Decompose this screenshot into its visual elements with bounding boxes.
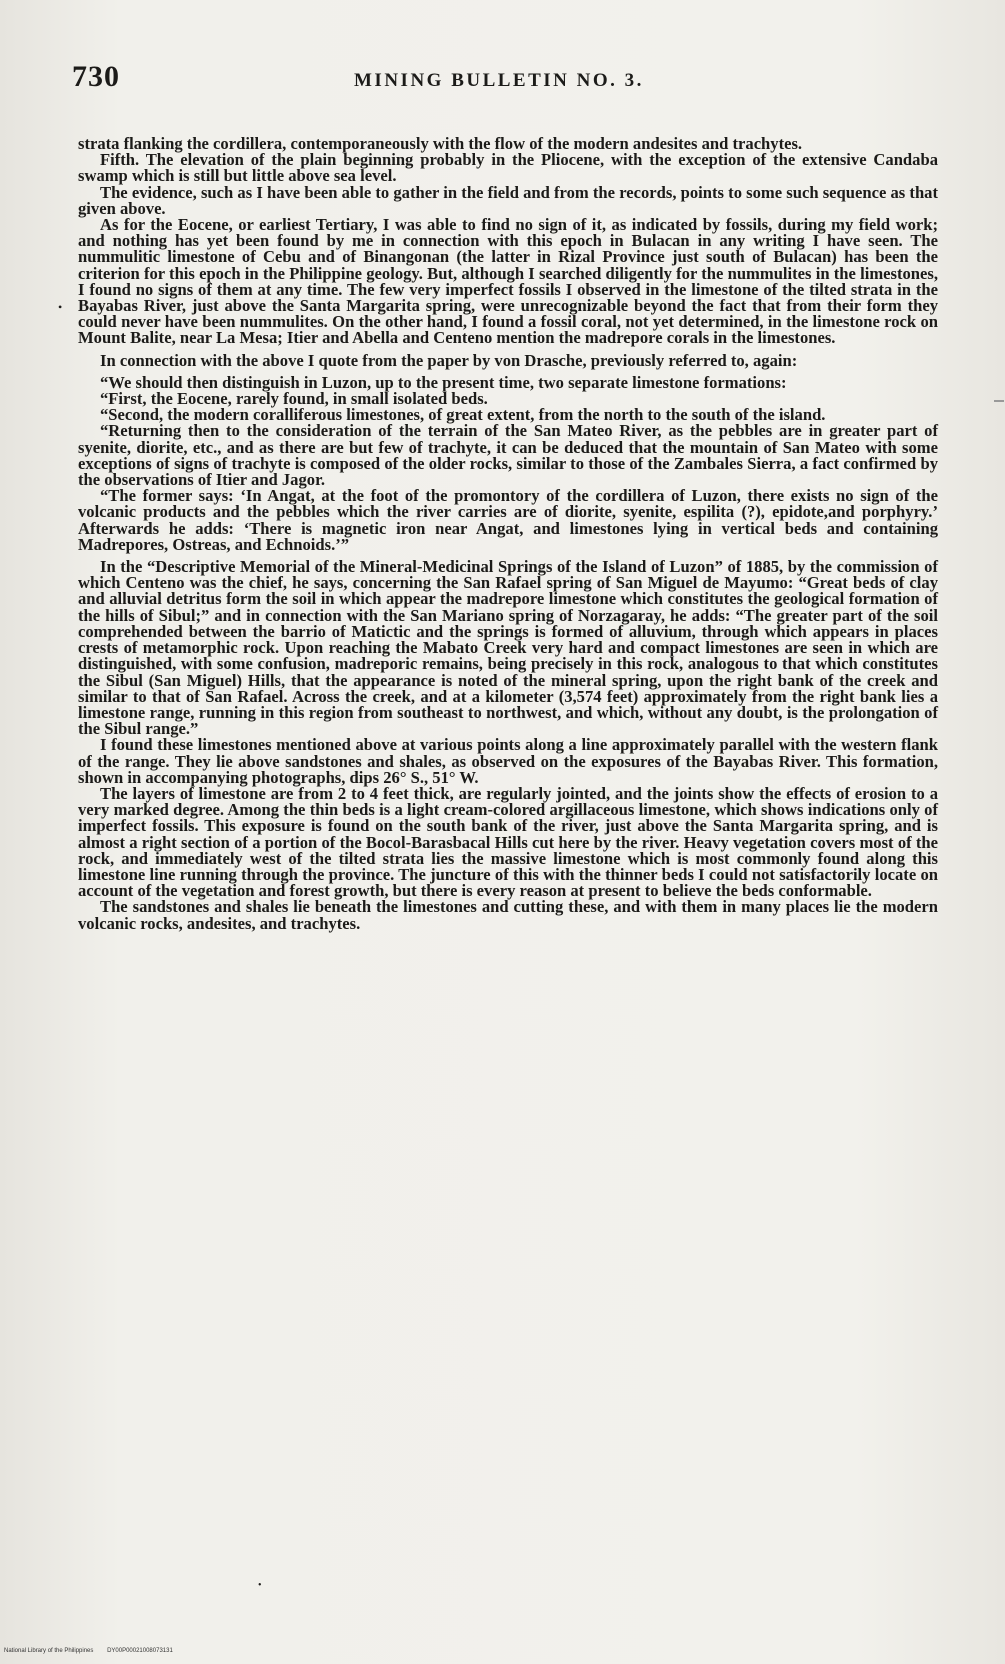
quote-paragraph-3: “Second, the modern coralliferous limestones, of great extent, from the north to the south of the island. (100, 405, 826, 425)
page-number: 730 (72, 60, 120, 93)
paragraph-4: As for the Eocene, or earliest Tertiary, I was able to find no sign of it, as indicated by fossils, during my field work; and nothing has yet been found by me in connection with this epoch in Bulacan in any writing I have seen. The nummulitic limestone of Cebu and of Binangonan (the latter in Rizal Province just south of Bulacan) has been the criterion for this epoch in the Philippine geology. But, although I searched diligently for the nummulites in the limestones, I found no signs of them at any time. The few very imperfect fossils I observed in the limestone of the tilted strata in the Bayabas River, just above the Santa Margarita spring, were unrecognizable beyond the fact that from their form they could never have been nummulites. On the other hand, I found a fossil coral, not yet determined, in the limestone rock on Mount Balite, near La Mesa; Itier and Abella and Centeno mention the madrepore corals in the limestones. (78, 215, 938, 348)
paragraph-3: The evidence, such as I have been able to gather in the field and from the records, points to some such sequence as that given above. (78, 182, 938, 218)
quote-paragraph-5: “The former says: ‘In Angat, at the foot of the promontory of the cordillera of Luzon, there exists no sign of the volcanic products and the pebbles which the river carries are of diorite, syenite, espilita (?), epidote,and porphyry.’ Afterwards he adds: ‘There is magnetic iron near Angat, and limestones lying in vertical beds and containing Madrepores, Ostreas, and Echnoids.’” (78, 486, 938, 554)
scan-footer (4, 1648, 404, 1660)
paragraph-5: In connection with the above I quote from the paper by von Drasche, previously referred to, again: (100, 350, 798, 370)
paragraph-6: In the “Descriptive Memorial of the Mineral-Medicinal Springs of the Island of Luzon” of 1885, by the commission of which Centeno was the chief, he says, concerning the San Rafael spring of San Miguel de Mayumo: “Great beds of clay and alluvial detritus form the soil in which appear the madrepore limestone which constitutes the geological formation of the hills of Sibul;” and in connection with the San Mariano spring of Norzagaray, he adds: “The greater part of the soil comprehended between the barrio of Matictic and the springs is formed of alluvium, through which appears in places crests of metamorphic rock. Upon reaching the Mabato Creek very hard and compact limestones are seen in which are distinguished, with some confusion, madreporic remains, being precisely in this rock, analogous to that which constitutes the Sibul (San Miguel) Hills, that the appearance is noted of the mineral spring, upon the right bank of the creek and similar to that of San Rafael. Across the creek, and at a kilometer (3,574 feet) approximately from the right bank lies a limestone range, running in this region from southeast to northwest, and which, without any doubt, is the prolongation of the Sibul range.” (78, 557, 938, 739)
quote-paragraph-1: “We should then distinguish in Luzon, up to the present time, two separate limestone formations: (100, 372, 787, 392)
paragraph-9: The sandstones and shales lie beneath the limestones and cutting these, and with them in many places lie the modern volcanic rocks, andesites, and trachytes. (78, 897, 938, 933)
footer-record-code: DY00P00021008073131 (107, 1648, 173, 1654)
paragraph-1: strata flanking the cordillera, contemporaneously with the flow of the modern andesites and trachytes. (78, 134, 803, 153)
paragraph-8: The layers of limestone are from 2 to 4 feet thick, are regularly jointed, and the joints show the effects of erosion to a very marked degree. Among the thin beds is a light cream-colored argillaceous limestone, which shows indications only of imperfect fossils. This exposure is found on the south bank of the river, just above the Santa Margarita spring, and is almost a right section of a portion of the Bocol-Barasbacal Hills cut here by the river. Heavy vegetation covers most of the rock, and immediately west of the tilted strata lies the massive limestone which is most commonly found along this limestone line running through the province. The juncture of this with the thinner beds I could not satisfactorily locate on account of the vegetation and forest growth, but there is every reason at present to believe the beds conformable. (78, 783, 938, 901)
page-header (72, 60, 942, 100)
margin-asterisk-mark: • (58, 300, 63, 314)
running-title: MINING BULLETIN NO. 3. (354, 70, 644, 91)
stray-dot-mark: • (258, 1580, 262, 1591)
quote-paragraph-4: “Returning then to the consideration of the terrain of the San Mateo River, as the pebbles are in greater part of syenite, diorite, etc., and as there are but few of trachyte, it can be deduced that the mountain of San Mateo with some exceptions of signs of trachyte is composed of the older rocks, similar to those of the Zambales Sierra, a fact confirmed by the observations of Itier and Jagor. (78, 421, 938, 490)
edge-mark (994, 400, 1004, 402)
quote-paragraph-2: “First, the Eocene, rarely found, in small isolated beds. (100, 389, 488, 409)
paragraph-2: Fifth. The elevation of the plain beginning probably in the Pliocene, with the exception of the extensive Candaba swamp which is still but little above sea level. (78, 150, 938, 186)
body-text (78, 136, 938, 932)
paragraph-7: I found these limestones mentioned above at various points along a line approximately parallel with the western flank of the range. They lie above sandstones and shales, as observed on the exposures of the Bayabas River. This formation, shown in accompanying photographs, dips 26° S., 51° W. (78, 735, 938, 787)
footer-library: National Library of the Philippines (4, 1648, 94, 1654)
